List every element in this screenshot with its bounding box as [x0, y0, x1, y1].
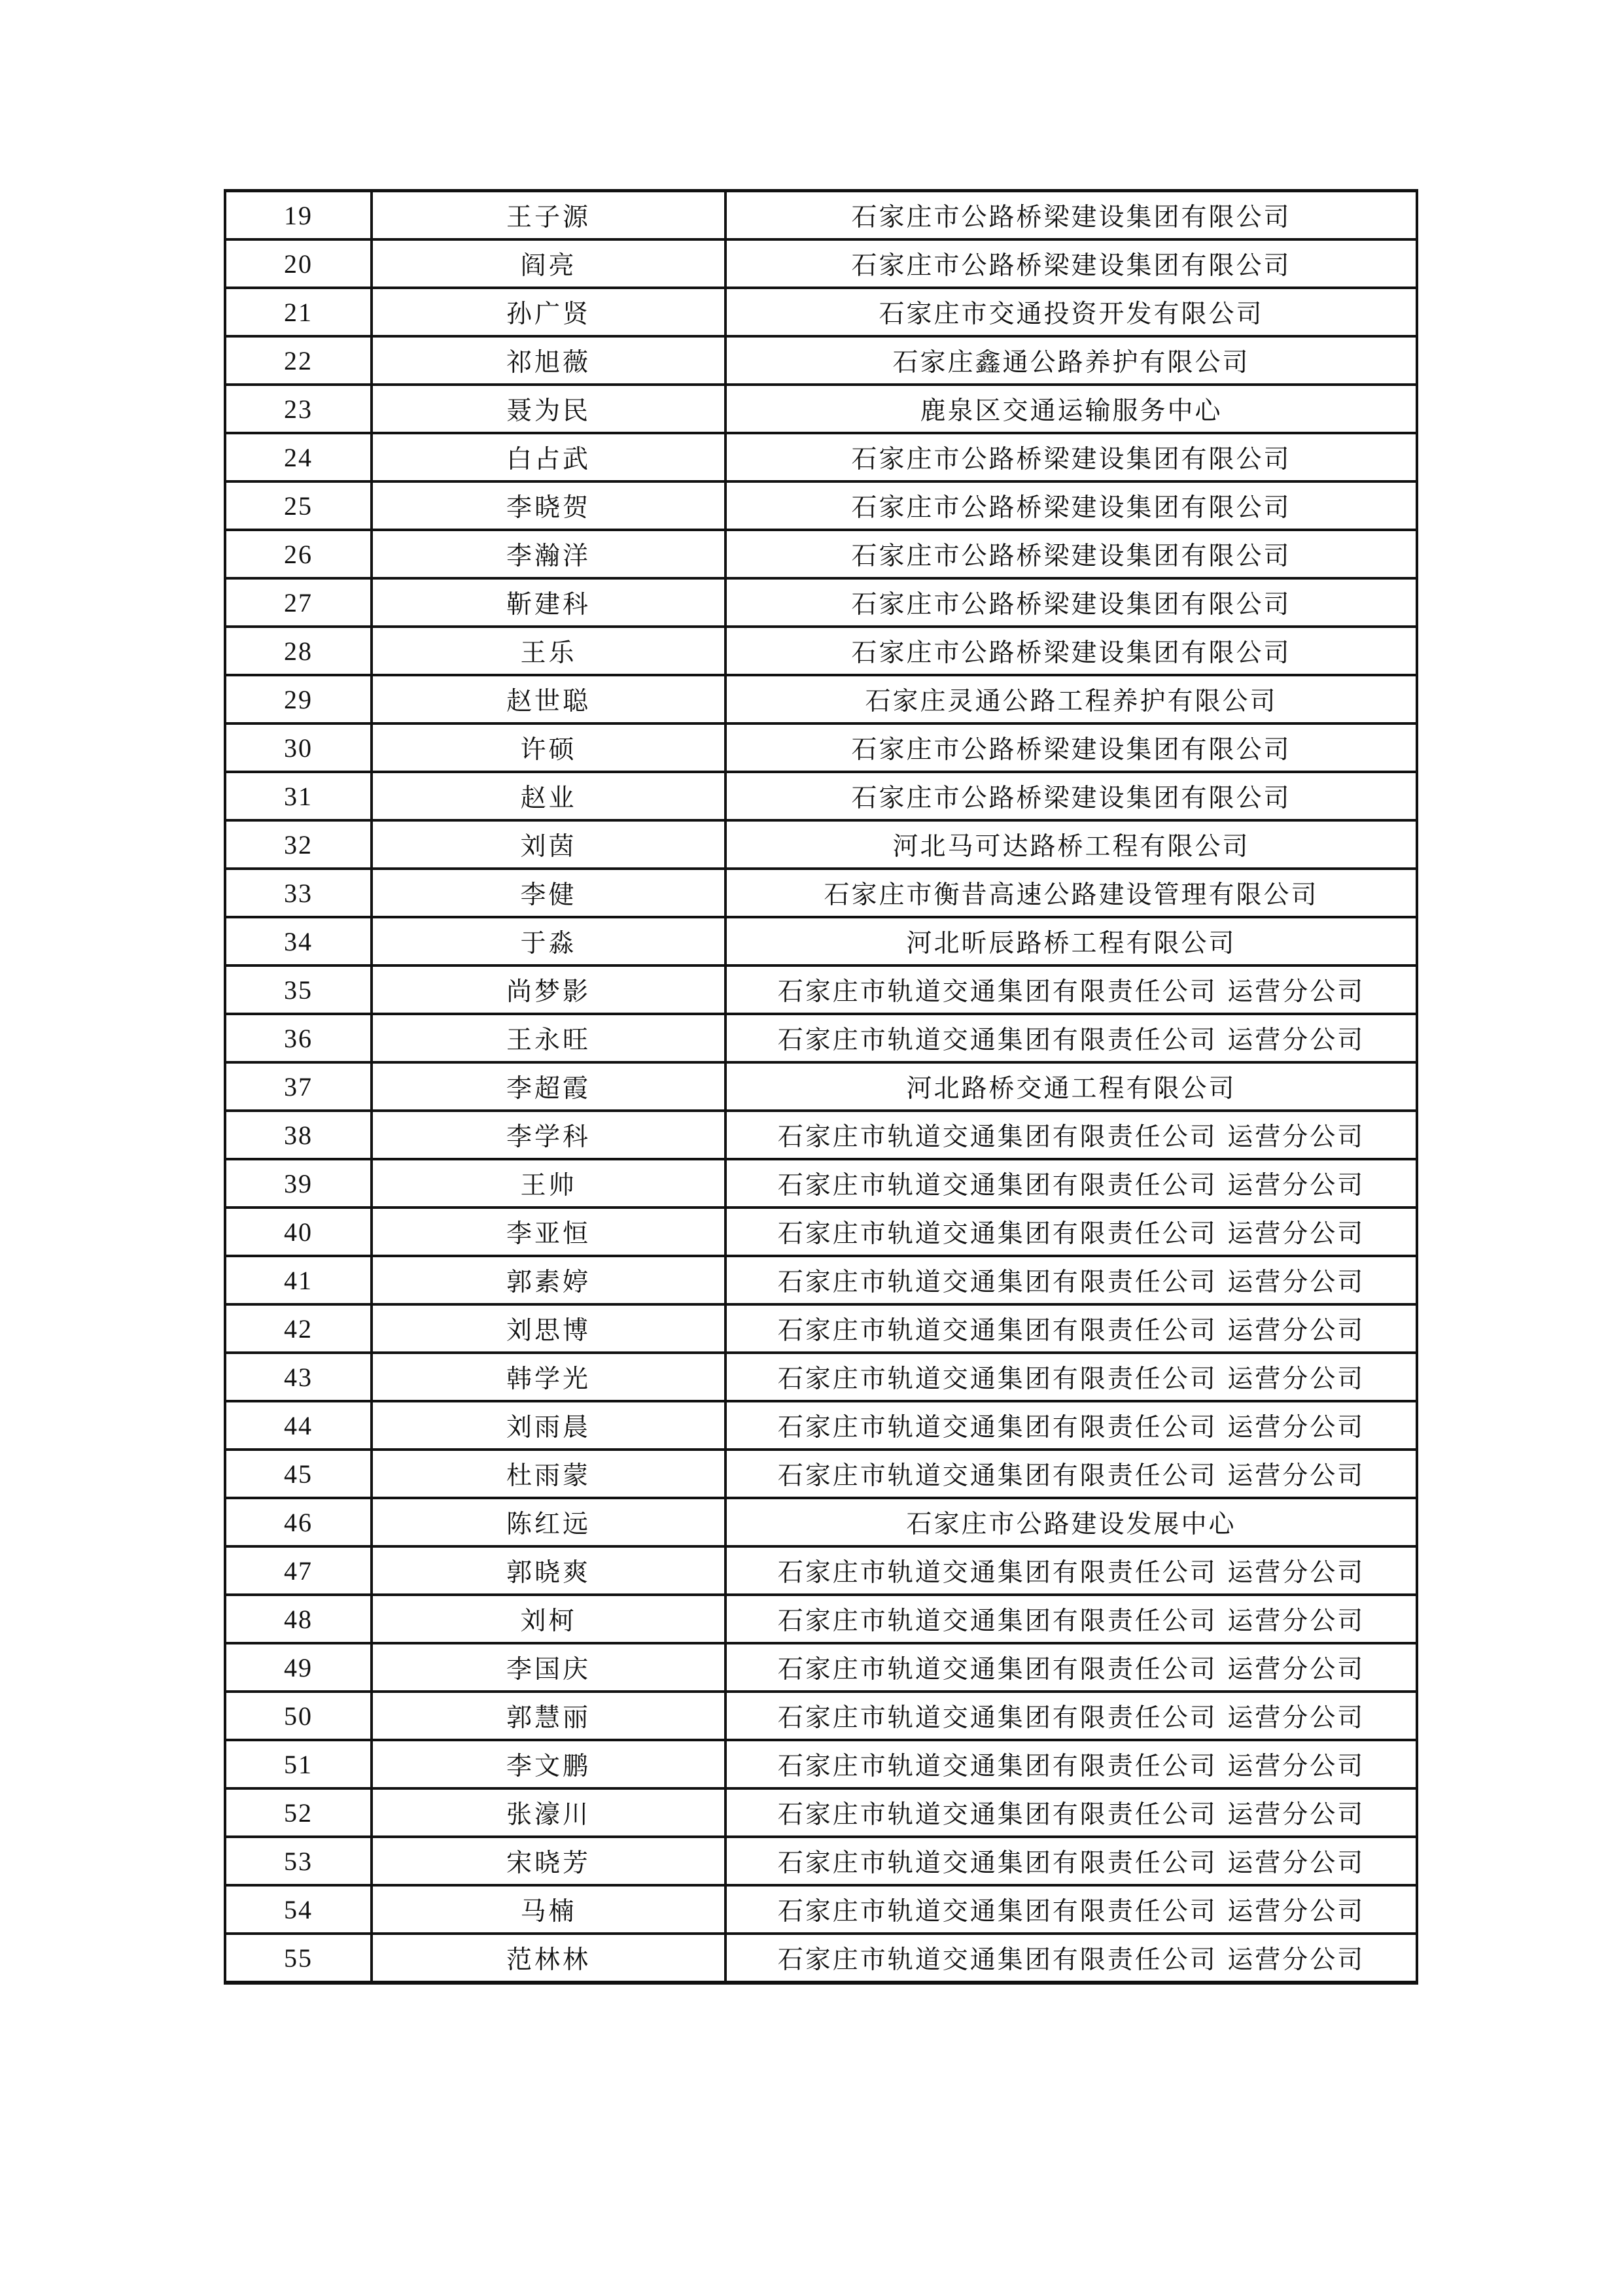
table-row: [225, 723, 1417, 772]
table-row: [225, 433, 1417, 481]
person-name: 刘雨晨: [372, 1401, 725, 1450]
row-number: 32: [225, 820, 372, 869]
organization-name: 石家庄市轨道交通集团有限责任公司 运营分公司: [725, 1740, 1417, 1788]
person-name: 韩学光: [372, 1353, 725, 1401]
row-number: 41: [225, 1256, 372, 1304]
row-number: 20: [225, 239, 372, 288]
row-number: 50: [225, 1692, 372, 1740]
organization-name: 石家庄市公路桥梁建设集团有限公司: [725, 433, 1417, 481]
person-name: 李超霞: [372, 1062, 725, 1111]
person-name: 郭素婷: [372, 1256, 725, 1304]
row-number: 39: [225, 1159, 372, 1208]
table-row: [225, 578, 1417, 627]
organization-name: 石家庄市轨道交通集团有限责任公司 运营分公司: [725, 1111, 1417, 1159]
table-row: [225, 1353, 1417, 1401]
person-name: 王子源: [372, 191, 725, 240]
table-row: [225, 1401, 1417, 1450]
organization-name: 河北马可达路桥工程有限公司: [725, 820, 1417, 869]
organization-name: 石家庄市轨道交通集团有限责任公司 运营分公司: [725, 1401, 1417, 1450]
organization-name: 石家庄市公路桥梁建设集团有限公司: [725, 627, 1417, 675]
organization-name: 石家庄市轨道交通集团有限责任公司 运营分公司: [725, 1546, 1417, 1595]
table-row: [225, 1304, 1417, 1353]
organization-name: 石家庄市轨道交通集团有限责任公司 运营分公司: [725, 1595, 1417, 1643]
table-row: [225, 1788, 1417, 1837]
row-number: 54: [225, 1885, 372, 1934]
person-name: 李瀚洋: [372, 530, 725, 578]
organization-name: 石家庄鑫通公路养护有限公司: [725, 336, 1417, 385]
organization-name: 石家庄市公路桥梁建设集团有限公司: [725, 481, 1417, 530]
person-name: 尚梦影: [372, 965, 725, 1014]
person-name: 王乐: [372, 627, 725, 675]
row-number: 24: [225, 433, 372, 481]
row-number: 22: [225, 336, 372, 385]
person-name: 杜雨蒙: [372, 1450, 725, 1498]
organization-name: 石家庄市公路桥梁建设集团有限公司: [725, 772, 1417, 820]
person-name: 白占武: [372, 433, 725, 481]
organization-name: 石家庄市衡昔高速公路建设管理有限公司: [725, 869, 1417, 917]
table-row: [225, 675, 1417, 723]
organization-name: 鹿泉区交通运输服务中心: [725, 385, 1417, 433]
row-number: 37: [225, 1062, 372, 1111]
row-number: 31: [225, 772, 372, 820]
table-row: [225, 530, 1417, 578]
organization-name: 石家庄市轨道交通集团有限责任公司 运营分公司: [725, 965, 1417, 1014]
organization-name: 石家庄市轨道交通集团有限责任公司 运营分公司: [725, 1304, 1417, 1353]
person-name: 李国庆: [372, 1643, 725, 1692]
table-row: [225, 627, 1417, 675]
table-row: [225, 336, 1417, 385]
table-row: [225, 1595, 1417, 1643]
person-name: 李学科: [372, 1111, 725, 1159]
row-number: 23: [225, 385, 372, 433]
table-row: [225, 1643, 1417, 1692]
organization-name: 石家庄市公路桥梁建设集团有限公司: [725, 578, 1417, 627]
roster-table-container: [224, 189, 1416, 1985]
organization-name: 石家庄市轨道交通集团有限责任公司 运营分公司: [725, 1014, 1417, 1062]
table-row: [225, 869, 1417, 917]
row-number: 42: [225, 1304, 372, 1353]
row-number: 29: [225, 675, 372, 723]
table-row: [225, 772, 1417, 820]
table-row: [225, 1111, 1417, 1159]
person-name: 聂为民: [372, 385, 725, 433]
table-row: [225, 1208, 1417, 1256]
table-row: [225, 1014, 1417, 1062]
organization-name: 石家庄市轨道交通集团有限责任公司 运营分公司: [725, 1353, 1417, 1401]
organization-name: 石家庄市轨道交通集团有限责任公司 运营分公司: [725, 1692, 1417, 1740]
organization-name: 石家庄市公路桥梁建设集团有限公司: [725, 530, 1417, 578]
table-row: [225, 239, 1417, 288]
table-row: [225, 1062, 1417, 1111]
table-row: [225, 1498, 1417, 1546]
organization-name: 石家庄市公路桥梁建设集团有限公司: [725, 723, 1417, 772]
table-row: [225, 1934, 1417, 1983]
organization-name: 石家庄市轨道交通集团有限责任公司 运营分公司: [725, 1450, 1417, 1498]
organization-name: 石家庄市轨道交通集团有限责任公司 运营分公司: [725, 1208, 1417, 1256]
row-number: 25: [225, 481, 372, 530]
person-name: 赵世聪: [372, 675, 725, 723]
organization-name: 石家庄市轨道交通集团有限责任公司 运营分公司: [725, 1643, 1417, 1692]
person-name: 孙广贤: [372, 288, 725, 336]
organization-name: 石家庄市轨道交通集团有限责任公司 运营分公司: [725, 1885, 1417, 1934]
person-name: 阎亮: [372, 239, 725, 288]
organization-name: 石家庄市轨道交通集团有限责任公司 运营分公司: [725, 1837, 1417, 1885]
table-row: [225, 1837, 1417, 1885]
person-name: 赵业: [372, 772, 725, 820]
row-number: 28: [225, 627, 372, 675]
person-name: 李晓贺: [372, 481, 725, 530]
person-name: 刘思博: [372, 1304, 725, 1353]
person-name: 王永旺: [372, 1014, 725, 1062]
table-row: [225, 1256, 1417, 1304]
row-number: 45: [225, 1450, 372, 1498]
table-row: [225, 288, 1417, 336]
organization-name: 石家庄市公路建设发展中心: [725, 1498, 1417, 1546]
row-number: 48: [225, 1595, 372, 1643]
organization-name: 石家庄市轨道交通集团有限责任公司 运营分公司: [725, 1788, 1417, 1837]
row-number: 49: [225, 1643, 372, 1692]
person-name: 郭慧丽: [372, 1692, 725, 1740]
row-number: 35: [225, 965, 372, 1014]
organization-name: 石家庄灵通公路工程养护有限公司: [725, 675, 1417, 723]
row-number: 21: [225, 288, 372, 336]
organization-name: 石家庄市轨道交通集团有限责任公司 运营分公司: [725, 1934, 1417, 1983]
person-name: 王帅: [372, 1159, 725, 1208]
person-name: 李亚恒: [372, 1208, 725, 1256]
row-number: 33: [225, 869, 372, 917]
person-name: 刘柯: [372, 1595, 725, 1643]
row-number: 26: [225, 530, 372, 578]
row-number: 19: [225, 191, 372, 240]
roster-table: [224, 189, 1418, 1985]
row-number: 43: [225, 1353, 372, 1401]
person-name: 刘茵: [372, 820, 725, 869]
row-number: 53: [225, 1837, 372, 1885]
person-name: 李健: [372, 869, 725, 917]
row-number: 47: [225, 1546, 372, 1595]
row-number: 34: [225, 917, 372, 965]
person-name: 范林林: [372, 1934, 725, 1983]
organization-name: 河北路桥交通工程有限公司: [725, 1062, 1417, 1111]
row-number: 46: [225, 1498, 372, 1546]
row-number: 40: [225, 1208, 372, 1256]
table-row: [225, 1450, 1417, 1498]
table-row: [225, 385, 1417, 433]
table-row: [225, 965, 1417, 1014]
organization-name: 石家庄市轨道交通集团有限责任公司 运营分公司: [725, 1256, 1417, 1304]
table-row: [225, 820, 1417, 869]
row-number: 51: [225, 1740, 372, 1788]
organization-name: 石家庄市公路桥梁建设集团有限公司: [725, 191, 1417, 240]
organization-name: 石家庄市轨道交通集团有限责任公司 运营分公司: [725, 1159, 1417, 1208]
table-row: [225, 191, 1417, 240]
table-row: [225, 1885, 1417, 1934]
table-row: [225, 1546, 1417, 1595]
person-name: 宋晓芳: [372, 1837, 725, 1885]
row-number: 55: [225, 1934, 372, 1983]
person-name: 陈红远: [372, 1498, 725, 1546]
person-name: 李文鹏: [372, 1740, 725, 1788]
organization-name: 河北昕辰路桥工程有限公司: [725, 917, 1417, 965]
row-number: 44: [225, 1401, 372, 1450]
table-row: [225, 1692, 1417, 1740]
person-name: 马楠: [372, 1885, 725, 1934]
row-number: 30: [225, 723, 372, 772]
person-name: 郭晓爽: [372, 1546, 725, 1595]
row-number: 38: [225, 1111, 372, 1159]
organization-name: 石家庄市交通投资开发有限公司: [725, 288, 1417, 336]
table-row: [225, 917, 1417, 965]
table-row: [225, 1740, 1417, 1788]
row-number: 36: [225, 1014, 372, 1062]
row-number: 27: [225, 578, 372, 627]
table-row: [225, 481, 1417, 530]
person-name: 许硕: [372, 723, 725, 772]
row-number: 52: [225, 1788, 372, 1837]
organization-name: 石家庄市公路桥梁建设集团有限公司: [725, 239, 1417, 288]
table-row: [225, 1159, 1417, 1208]
person-name: 张濠川: [372, 1788, 725, 1837]
person-name: 祁旭薇: [372, 336, 725, 385]
person-name: 于淼: [372, 917, 725, 965]
person-name: 靳建科: [372, 578, 725, 627]
roster-table-body: [225, 191, 1417, 1983]
